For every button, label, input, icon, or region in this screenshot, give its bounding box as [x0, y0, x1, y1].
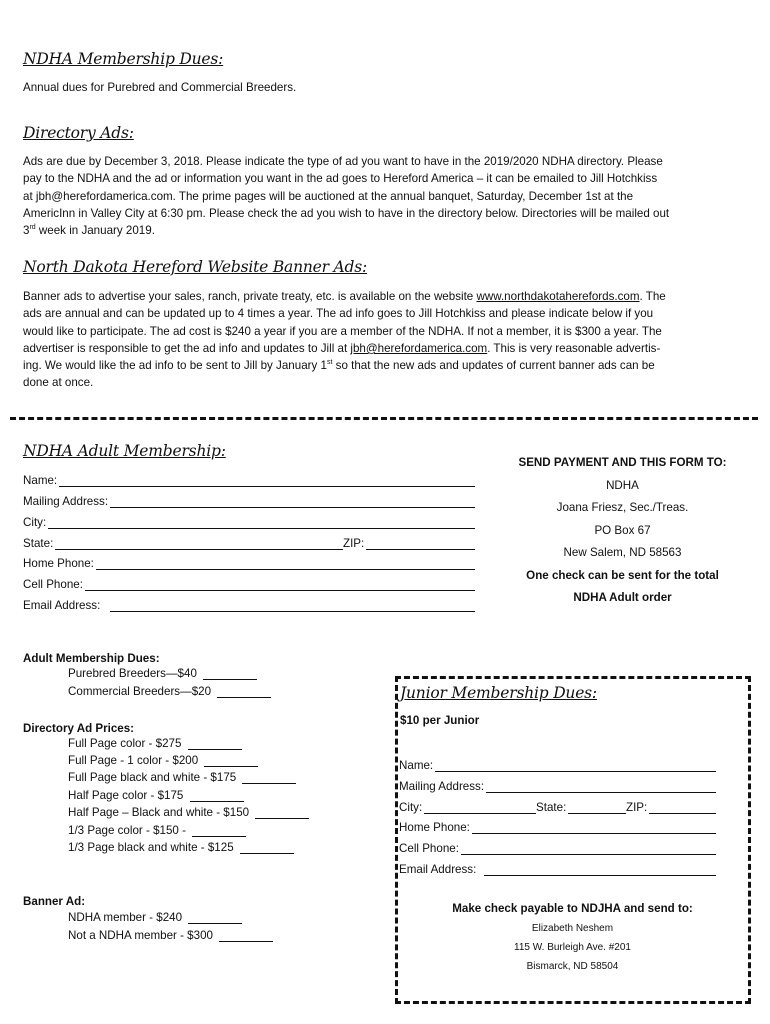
- junior-email-field[interactable]: Email Address:: [399, 858, 716, 876]
- send-po-box: PO Box 67: [594, 523, 651, 537]
- adult-membership-heading: NDHA Adult Membership:: [23, 442, 226, 460]
- adult-mailing-address-field[interactable]: Mailing Address:: [23, 490, 475, 508]
- price-option[interactable]: Full Page black and white - $175: [68, 771, 296, 784]
- send-note-line2: NDHA Adult order: [573, 591, 672, 604]
- price-option[interactable]: 1/3 Page black and white - $125: [68, 841, 294, 854]
- directory-line: pay to the NDHA and the ad or information you want in the ad goes to Hereford America – it can be emailed to Jill Hotchkiss: [23, 172, 658, 186]
- adult-home-phone-field[interactable]: Home Phone:: [23, 552, 475, 570]
- membership-dues-heading: NDHA Membership Dues:: [23, 50, 224, 68]
- junior-send-person: Elizabeth Neshem: [531, 923, 614, 934]
- directory-line: at jbh@herefordamerica.com. The prime pages will be auctioned at the annual banquet, Saturday, December 1st at the: [23, 189, 634, 203]
- send-payment-heading: SEND PAYMENT AND THIS FORM TO:: [518, 456, 727, 469]
- junior-state-field[interactable]: State:: [536, 796, 626, 814]
- junior-price: $10 per Junior: [400, 714, 480, 727]
- send-city: New Salem, ND 58563: [563, 546, 682, 559]
- cut-line-divider: [10, 417, 758, 420]
- send-org: NDHA: [606, 478, 639, 492]
- dues-purebred-option[interactable]: Purebred Breeders—$40: [68, 667, 257, 680]
- banner-nonmember-option[interactable]: Not a NDHA member - $300: [68, 929, 273, 942]
- junior-send-street: 115 W. Burleigh Ave. #201: [514, 942, 631, 953]
- directory-ads-heading: Directory Ads:: [23, 124, 134, 142]
- price-option[interactable]: Full Page color - $275: [68, 737, 242, 750]
- directory-line: Ads are due by December 3, 2018. Please indicate the type of ad you want to have in the 2019/2020 NDHA directory. Please: [23, 155, 663, 168]
- banner-ads-heading: North Dakota Hereford Website Banner Ads:: [23, 258, 368, 276]
- send-person: Joana Friesz, Sec./Treas.: [556, 501, 689, 514]
- banner-line: ing. We would like the ad info to be sent to Jill by January 1st so that the new ads and updates of current banner ads can be: [23, 359, 655, 373]
- directory-ads-paragraph: [23, 153, 753, 239]
- send-note-line1: One check can be sent for the total: [526, 568, 719, 582]
- junior-zip-field[interactable]: ZIP:: [626, 796, 716, 814]
- banner-member-option[interactable]: NDHA member - $240: [68, 911, 242, 924]
- email-link[interactable]: jbh@herefordamerica.com: [350, 341, 488, 355]
- junior-payment-block: [400, 900, 745, 976]
- adult-city-field[interactable]: City:: [23, 511, 475, 529]
- directory-line: AmericInn in Valley City at 6:30 pm. Please check the ad you wish to have in the directory below. Directories will be mailed out: [23, 206, 670, 220]
- directory-line: 3rd week in January 2019.: [23, 224, 155, 238]
- junior-home-phone-field[interactable]: Home Phone:: [399, 816, 716, 834]
- banner-line: done at once.: [23, 376, 94, 390]
- junior-membership-heading: Junior Membership Dues:: [400, 684, 597, 702]
- banner-line: advertiser is responsible to get the ad info and updates to Jill at jbh@herefordamerica.com. This is very reasonable advertis-: [23, 341, 661, 355]
- dues-commercial-option[interactable]: Commercial Breeders—$20: [68, 685, 271, 698]
- adult-cell-phone-field[interactable]: Cell Phone:: [23, 573, 475, 591]
- banner-prices-heading: Banner Ad:: [23, 895, 86, 908]
- junior-name-field[interactable]: Name:: [399, 754, 716, 772]
- website-link[interactable]: www.northdakotaherefords.com: [476, 290, 640, 303]
- junior-cell-phone-field[interactable]: Cell Phone:: [399, 837, 716, 855]
- banner-line: ads are annual and can be updated up to 4 times a year. The ad info goes to Jill Hotchkiss and please indicate below if you: [23, 307, 654, 321]
- send-payment-block: [490, 452, 755, 610]
- adult-name-field[interactable]: Name:: [23, 469, 475, 487]
- adult-email-field[interactable]: Email Address:: [23, 594, 475, 612]
- adult-zip-field[interactable]: ZIP:: [343, 532, 475, 550]
- junior-send-city: Bismarck, ND 58504: [526, 961, 619, 972]
- adult-state-field[interactable]: State:: [23, 532, 343, 550]
- directory-prices-heading: Directory Ad Prices:: [23, 722, 135, 735]
- junior-mailing-address-field[interactable]: Mailing Address:: [399, 775, 716, 793]
- price-option[interactable]: Half Page – Black and white - $150: [68, 806, 309, 819]
- membership-dues-text: Annual dues for Purebred and Commercial Breeders.: [23, 81, 297, 94]
- banner-line: would like to participate. The ad cost is $240 a year if you are a member of the NDHA. If not a member, it is $300 a year. The: [23, 324, 662, 338]
- banner-ads-paragraph: [23, 288, 753, 392]
- adult-dues-heading: Adult Membership Dues:: [23, 652, 160, 665]
- junior-city-field[interactable]: City:: [399, 796, 536, 814]
- price-option[interactable]: Half Page color - $175: [68, 789, 244, 802]
- price-option[interactable]: 1/3 Page color - $150 -: [68, 824, 246, 837]
- junior-payable-text: Make check payable to NDJHA and send to:: [452, 902, 693, 915]
- price-option[interactable]: Full Page - 1 color - $200: [68, 754, 258, 767]
- banner-line: Banner ads to advertise your sales, ranch, private treaty, etc. is available on the website www.northdakotaherefords.com. The: [23, 290, 666, 303]
